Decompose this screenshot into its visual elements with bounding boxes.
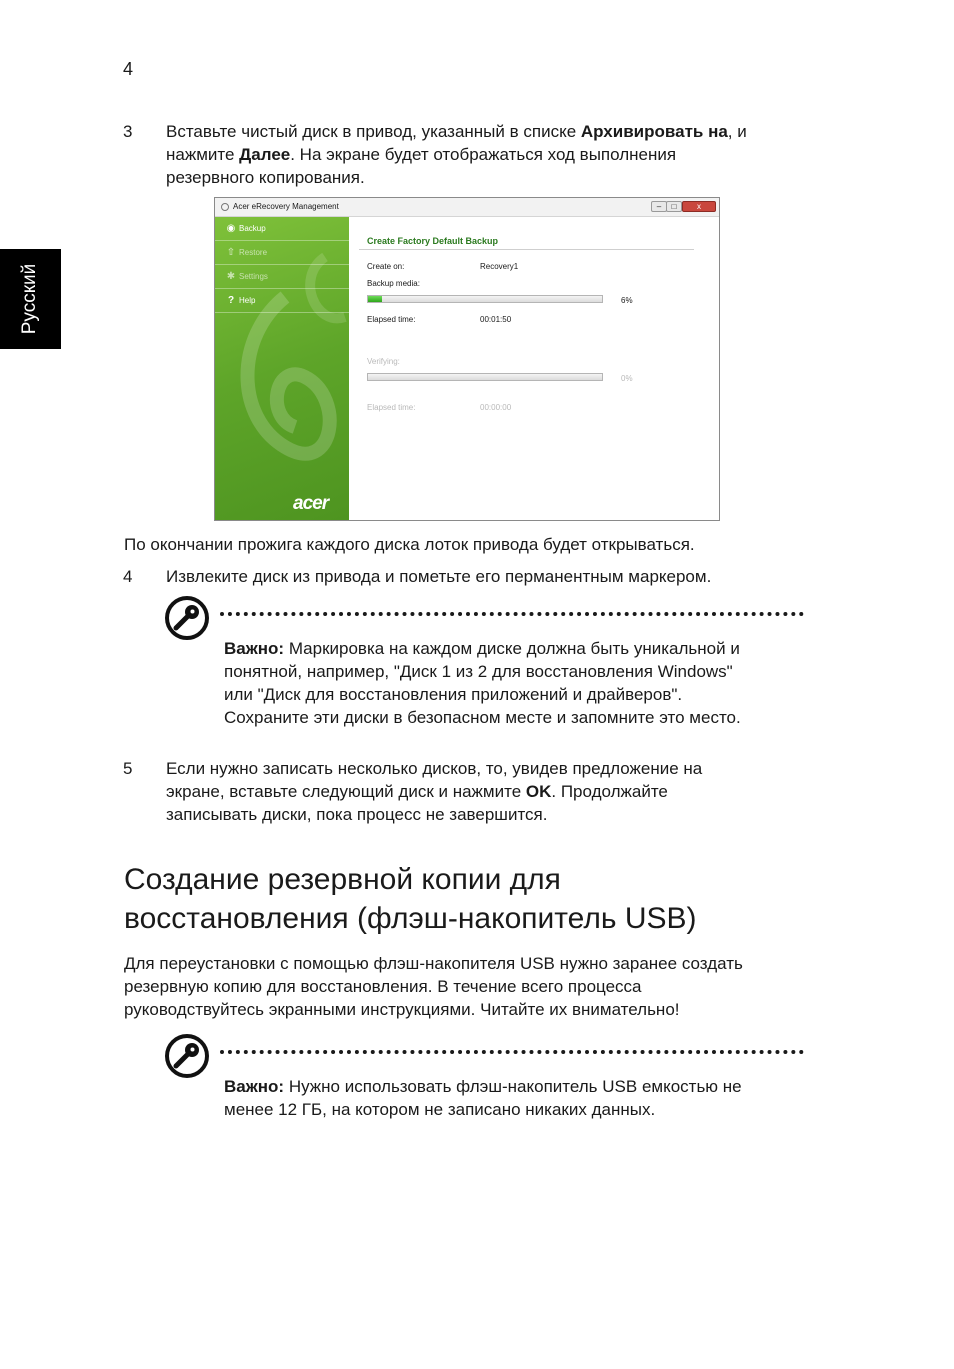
- step-5-line-3: записывать диски, пока процесс не завершится.: [166, 805, 548, 824]
- language-label: Русский: [19, 263, 40, 335]
- step-5-text: [166, 757, 702, 826]
- step-4-text: Извлеките диск из привода и пометьте его перманентным маркером.: [166, 567, 712, 586]
- note-divider: [220, 612, 804, 616]
- key-icon: [164, 595, 210, 641]
- window-titlebar: [215, 198, 719, 217]
- note-1-line-3: или "Диск для восстановления приложений и драйверов".: [224, 685, 683, 704]
- create-on-value: Recovery1: [480, 262, 519, 271]
- section-line-2: резервную копию для восстановления. В течение всего процесса: [124, 977, 642, 996]
- maximize-button[interactable]: □: [666, 201, 682, 212]
- minimize-button[interactable]: –: [651, 201, 667, 212]
- language-side-tab: [0, 249, 61, 349]
- step-3-line-2: нажмите Далее. На экране будет отображаться ход выполнения: [166, 145, 677, 164]
- step-3-number: 3: [123, 122, 133, 141]
- step-3-line-1: Вставьте чистый диск в привод, указанный в списке Архивировать на, и: [166, 122, 747, 141]
- verify-elapsed-label: Elapsed time:: [367, 403, 416, 412]
- help-icon: ?: [227, 295, 235, 306]
- backup-progress-bar: [367, 295, 603, 303]
- note-1-line-4: Сохраните эти диски в безопасном месте и запомните это место.: [224, 708, 741, 727]
- sidebar-item-label: Help: [239, 296, 256, 305]
- note-2-line-1: Важно: Нужно использовать флэш-накопитель USB емкостью не: [224, 1077, 742, 1096]
- app-icon: [221, 203, 229, 211]
- section-line-3: руководствуйтесь экранными инструкциями. Читайте их внимательно!: [124, 1000, 680, 1019]
- elapsed-time-value: 00:01:50: [480, 315, 512, 324]
- section-heading: [124, 860, 697, 938]
- sidebar-item-backup[interactable]: [215, 217, 349, 241]
- close-button[interactable]: x: [682, 201, 716, 212]
- window-content: [349, 217, 719, 520]
- verify-percent: 0%: [621, 374, 633, 383]
- sidebar-item-settings[interactable]: [215, 265, 349, 289]
- restore-icon: ⇧: [226, 247, 236, 258]
- heading-divider: [359, 249, 694, 250]
- backup-icon: ◉: [226, 223, 236, 234]
- step-3-text: [166, 120, 747, 189]
- note-2-line-2: менее 12 ГБ, на котором не записано никаких данных.: [224, 1100, 656, 1119]
- backup-media-label: Backup media:: [367, 279, 420, 288]
- step-3-line-3: резервного копирования.: [166, 168, 365, 187]
- step-4-number: 4: [123, 567, 133, 586]
- window-sidebar: [215, 217, 349, 520]
- section-paragraph: [124, 952, 743, 1021]
- step-5-number: 5: [123, 759, 133, 778]
- verify-elapsed-value: 00:00:00: [480, 403, 512, 412]
- elapsed-time-label: Elapsed time:: [367, 315, 416, 324]
- backup-progress-fill: [368, 296, 382, 302]
- sidebar-item-help[interactable]: [215, 289, 349, 313]
- sidebar-item-label: Backup: [239, 224, 266, 233]
- note-1-line-2: понятной, например, "Диск 1 из 2 для восстановления Windows": [224, 662, 733, 681]
- key-icon: [164, 1033, 210, 1079]
- settings-icon: ✱: [226, 271, 236, 282]
- important-note-1: [224, 637, 741, 729]
- after-burn-text: По окончании прожига каждого диска лоток привода будет открываться.: [124, 535, 695, 554]
- important-note-2: [224, 1075, 742, 1121]
- sidebar-item-restore[interactable]: [215, 241, 349, 265]
- section-heading-line-1: Создание резервной копии для: [124, 863, 561, 896]
- backup-percent: 6%: [621, 296, 633, 305]
- note-divider: [220, 1050, 804, 1054]
- step-5-line-2: экране, вставьте следующий диск и нажмите OK. Продолжайте: [166, 782, 668, 801]
- note-1-line-1: Важно: Маркировка на каждом диске должна быть уникальной и: [224, 639, 740, 658]
- section-heading-line-2: восстановления (флэш-накопитель USB): [124, 902, 697, 935]
- acer-logo: acer: [293, 493, 329, 514]
- verifying-label: Verifying:: [367, 357, 400, 366]
- verify-progress-bar: [367, 373, 603, 381]
- page-number: 4: [123, 59, 134, 79]
- backup-heading: Create Factory Default Backup: [367, 236, 499, 246]
- create-on-label: Create on:: [367, 262, 405, 271]
- sidebar-item-label: Settings: [239, 272, 268, 281]
- section-line-1: Для переустановки с помощью флэш-накопителя USB нужно заранее создать: [124, 954, 743, 973]
- step-5-line-1: Если нужно записать несколько дисков, то, увидев предложение на: [166, 759, 703, 778]
- window-title: Acer eRecovery Management: [233, 202, 339, 211]
- erecovery-window-screenshot: [214, 197, 720, 521]
- sidebar-item-label: Restore: [239, 248, 268, 257]
